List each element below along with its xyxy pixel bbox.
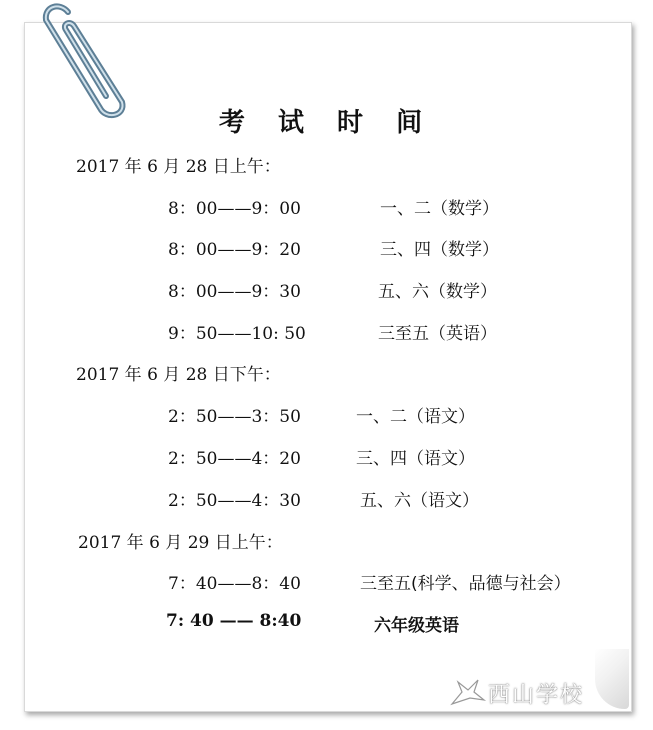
row-subject: 一、二（数学） <box>380 199 499 219</box>
row-time: 7：40——8：40 <box>168 574 301 594</box>
row-time: 8：00——9：30 <box>168 282 301 302</box>
page-title: 考 试 时 间 <box>218 108 435 138</box>
row-subject: 五、六（语文） <box>360 491 479 511</box>
watermark <box>448 672 628 712</box>
section-heading-3: 2017 年 6 月 29 日上午： <box>78 533 283 553</box>
watermark-logo-icon <box>448 674 488 710</box>
row-time: 2：50——4：30 <box>168 491 301 511</box>
row-subject: 五、六（数学） <box>378 282 497 302</box>
section-heading-2: 2017 年 6 月 28 日下午： <box>76 365 281 385</box>
row-subject: 三、四（数学） <box>380 240 499 260</box>
row-subject: 三至五（英语） <box>378 324 497 344</box>
row-time: 8：00——9：00 <box>168 199 301 219</box>
row-subject: 三至五(科学、品德与社会） <box>360 574 571 594</box>
row-time: 9：50——10: 50 <box>168 324 306 344</box>
row-time: 8：00——9：20 <box>168 240 301 260</box>
row-subject: 一、二（语文） <box>356 407 475 427</box>
row-time: 7: 40 —— 8:40 <box>166 611 302 631</box>
section-heading-1: 2017 年 6 月 28 日上午： <box>76 157 281 177</box>
watermark-text: 西山学校 <box>488 683 585 708</box>
row-time: 2：50——4：20 <box>168 449 301 469</box>
row-subject: 三、四（语文） <box>356 449 475 469</box>
row-subject: 六年级英语 <box>374 616 459 636</box>
row-time: 2：50——3：50 <box>168 407 301 427</box>
